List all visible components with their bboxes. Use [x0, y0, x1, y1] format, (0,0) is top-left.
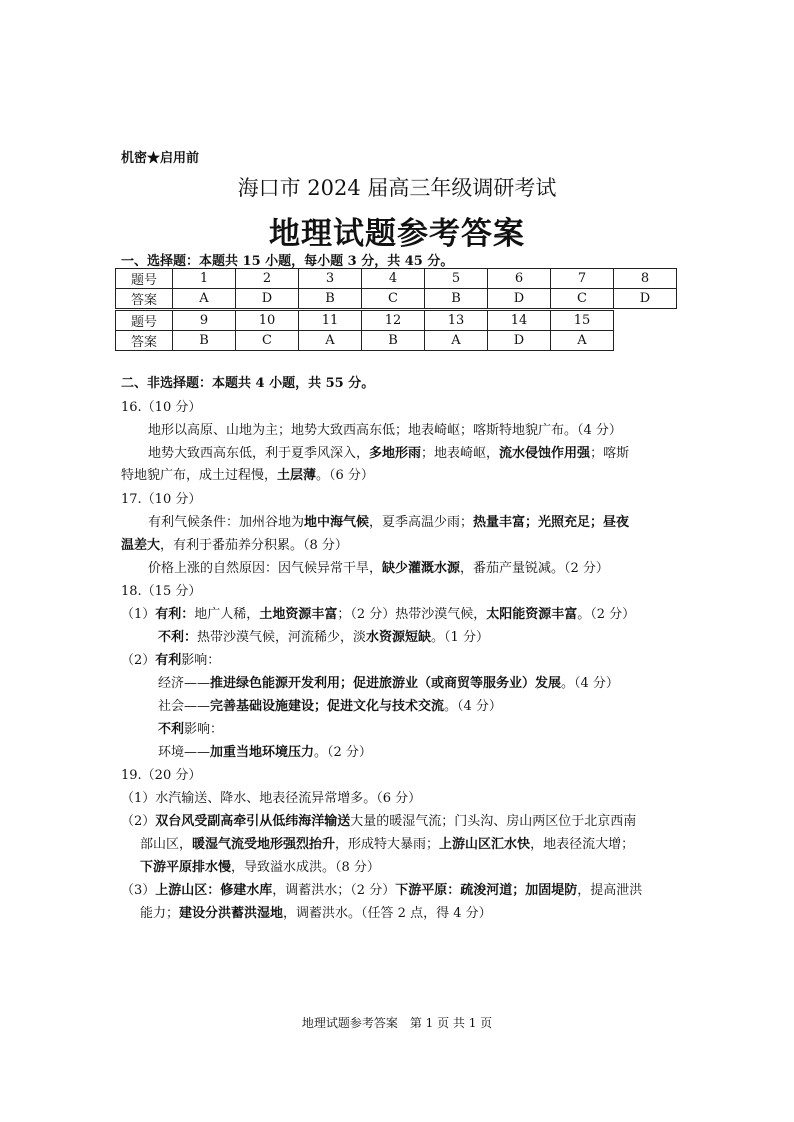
row-header: 答案 [116, 331, 173, 351]
key-point: 太阳能资源丰富 [486, 607, 578, 622]
answer-cell: A [299, 331, 362, 351]
row-header: 答案 [116, 289, 173, 309]
key-point: 温差大 [121, 538, 161, 553]
text-run: ；地表崎岖， [421, 446, 500, 461]
answer-cell: B [173, 331, 236, 351]
text-run: 热带沙漠气候，河流稀少，淡 [197, 630, 367, 645]
text-run: ；喀斯 [590, 446, 630, 461]
key-point: 不利： [158, 630, 198, 645]
text-run: ，调蓄洪水；（2 分） [272, 883, 396, 898]
question-number: 12 [362, 311, 425, 331]
answer-cell: B [362, 331, 425, 351]
exam-title: 海口市 2024 届高三年级调研考试 [237, 176, 557, 200]
text-run: 部山区， [140, 837, 193, 852]
q19-answer-line [121, 814, 636, 830]
text-run: （2） [121, 653, 156, 668]
question-number: 4 [362, 269, 425, 289]
answer-cell: B [425, 289, 488, 309]
text-run: 经济—— [158, 676, 211, 691]
question-number: 2 [236, 269, 299, 289]
text-run: ，夏季高温少雨； [369, 515, 474, 530]
text-run: 地势大致西高东低，利于夏季风深入， [148, 446, 370, 461]
key-point: 地中海气候 [304, 515, 370, 530]
q16-answer-line [121, 468, 374, 484]
key-point: 有利： [155, 607, 195, 622]
answer-cell: A [425, 331, 488, 351]
key-point: 双台风受副高牵引从低纬海洋输送 [155, 814, 351, 829]
question-18-number: 18.（15 分） [121, 584, 202, 599]
text-run: ，提高泄洪 [577, 883, 643, 898]
q19-answer-line [140, 837, 634, 853]
text-run: 。（4 分） [561, 676, 619, 691]
q18-answer-line [158, 699, 502, 715]
q17-answer-line [148, 515, 629, 531]
answer-cell: D [614, 289, 677, 309]
text-run: 价格上涨的自然原因：因气候异常干旱， [148, 561, 383, 576]
text-run: 特地貌广布，成土过程慢， [121, 468, 278, 483]
q19-answer-line [121, 883, 642, 899]
text-run: 环境—— [158, 745, 211, 760]
q19-answer-line [140, 860, 380, 876]
key-point: 土地资源丰富 [259, 607, 338, 622]
question-number: 15 [551, 311, 614, 331]
text-run: 社会—— [158, 699, 211, 714]
answer-cell: D [236, 289, 299, 309]
section1-title: 一、选择题：本题共 15 小题，每小题 3 分，共 45 分。 [121, 254, 454, 269]
text-run: 能力； [140, 906, 180, 921]
question-19-number: 19.（20 分） [121, 768, 202, 783]
table-row [116, 311, 614, 331]
q17-answer-line [148, 561, 609, 577]
question-number: 7 [551, 269, 614, 289]
row-header: 题号 [116, 311, 173, 331]
key-point: 建设分洪蓄洪湿地 [179, 906, 284, 921]
key-point: 暖湿气流受地形强烈抬升 [192, 837, 336, 852]
key-point: 下游平原：疏浚河道；加固堤防 [395, 883, 578, 898]
question-number: 9 [173, 311, 236, 331]
key-point: 缺少灌溉水源 [382, 561, 461, 576]
answer-cell: B [299, 289, 362, 309]
section2-title: 二、非选择题：本题共 4 小题，共 55 分。 [121, 376, 375, 391]
text-run: ，形成特大暴雨； [335, 837, 440, 852]
confidential-label: 机密★启用前 [121, 151, 200, 166]
question-number: 6 [488, 269, 551, 289]
answer-cell: A [173, 289, 236, 309]
key-point: 加重当地环境压力 [210, 745, 315, 760]
key-point: 完善基础设施建设；促进文化与技术交流 [210, 699, 445, 714]
q16-answer-line: 地形以高原、山地为主；地势大致西高东低；地表崎岖；喀斯特地貌广布。（4 分） [148, 423, 622, 438]
key-point: 有利 [155, 653, 182, 668]
answer-cell: D [488, 289, 551, 309]
q16-answer-line [148, 446, 629, 462]
text-run: 地广人稀， [194, 607, 260, 622]
answer-cell: C [551, 289, 614, 309]
text-run: ，导致溢水成洪。（8 分） [231, 860, 380, 875]
answer-cell: A [551, 331, 614, 351]
key-point: 不利 [158, 722, 185, 737]
text-run: 。（2 分） [314, 745, 372, 760]
text-run: ，有利于番茄养分积累。（8 分） [160, 538, 348, 553]
question-number: 13 [425, 311, 488, 331]
row-header: 题号 [116, 269, 173, 289]
answer-table-1 [115, 268, 677, 309]
answer-cell: C [236, 331, 299, 351]
key-point: 推进绿色能源开发利用；促进旅游业（或商贸等服务业）发展 [210, 676, 562, 691]
q18-answer-line [121, 607, 635, 623]
text-run: ，番茄产量锐减。（2 分） [460, 561, 609, 576]
text-run: 。（6 分） [316, 468, 374, 483]
key-point: 热量丰富；光照充足；昼夜 [473, 515, 630, 530]
question-number: 3 [299, 269, 362, 289]
key-point: 上游山区：修建水库 [155, 883, 273, 898]
text-run: 。（1 分） [431, 630, 489, 645]
answer-key-title: 地理试题参考答案 [269, 216, 525, 252]
q18-answer-line [158, 676, 619, 692]
question-16-number: 16.（10 分） [121, 400, 202, 415]
q18-answer-line [121, 653, 220, 669]
text-run: （3） [121, 883, 156, 898]
q19-answer-line [140, 906, 492, 922]
key-point: 流水侵蚀作用强 [499, 446, 591, 461]
text-run: 影响： [181, 653, 221, 668]
table-row [116, 331, 614, 351]
text-run: 。（2 分） [577, 607, 636, 622]
q18-answer-line [158, 630, 489, 646]
text-run: （2） [121, 814, 156, 829]
table-row [116, 269, 677, 289]
q18-answer-line [158, 745, 372, 761]
key-point: 土层薄 [277, 468, 317, 483]
text-run: ，地表径流大增； [530, 837, 635, 852]
question-number: 5 [425, 269, 488, 289]
key-point: 水资源短缺 [366, 630, 432, 645]
table-row [116, 289, 677, 309]
page-footer: 地理试题参考答案 第 1 页 共 1 页 [301, 1016, 493, 1030]
q18-answer-line [158, 722, 223, 738]
text-run: 有利气候条件：加州谷地为 [148, 515, 305, 530]
answer-cell: D [488, 331, 551, 351]
text-run: ，调蓄洪水。（任答 2 点，得 4 分） [283, 906, 492, 921]
q19-answer-line: （1）水汽输送、降水、地表径流异常增多。（6 分） [121, 791, 422, 806]
q17-answer-line [121, 538, 348, 554]
answer-cell: C [362, 289, 425, 309]
question-number: 8 [614, 269, 677, 289]
text-run: ；（2 分）热带沙漠气候， [337, 607, 487, 622]
key-point: 下游平原排水慢 [140, 860, 232, 875]
question-number: 14 [488, 311, 551, 331]
question-number: 10 [236, 311, 299, 331]
key-point: 多地形雨 [369, 446, 422, 461]
key-point: 上游山区汇水快 [439, 837, 531, 852]
text-run: 影响： [184, 722, 224, 737]
text-run: 。（4 分） [444, 699, 502, 714]
text-run: 大量的暖湿气流；门头沟、房山两区位于北京西南 [350, 814, 637, 829]
question-number: 11 [299, 311, 362, 331]
question-17-number: 17.（10 分） [121, 492, 202, 507]
answer-table-2 [115, 310, 614, 351]
question-number: 1 [173, 269, 236, 289]
text-run: （1） [121, 607, 156, 622]
